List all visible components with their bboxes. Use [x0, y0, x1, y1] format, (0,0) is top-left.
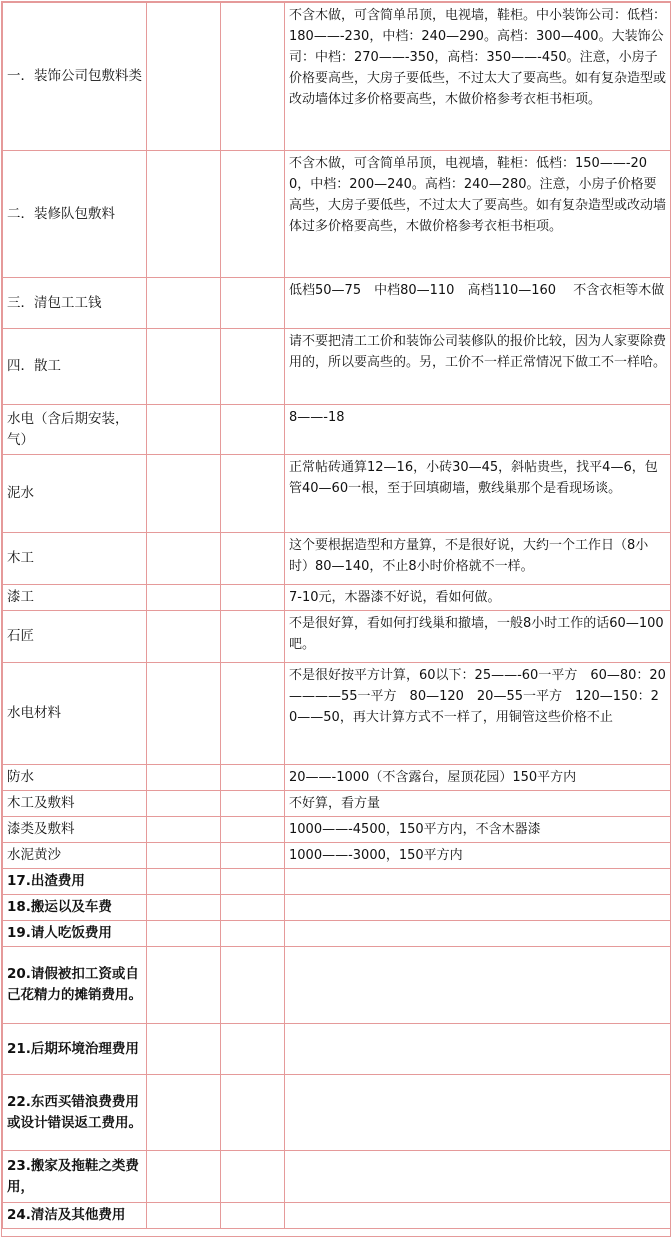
blank-cell: [147, 1024, 221, 1075]
blank-cell: [147, 895, 221, 921]
blank-cell: [221, 1024, 285, 1075]
blank-cell: [221, 1203, 285, 1229]
row-label: 水电材料: [3, 663, 147, 765]
blank-cell: [147, 1151, 221, 1203]
row-description: 1000——-3000，150平方内: [285, 843, 671, 869]
table-row: [3, 611, 671, 663]
table-row: [3, 921, 671, 947]
table-row: [3, 817, 671, 843]
row-description: 20——-1000（不含露台，屋顶花园）150平方内: [285, 765, 671, 791]
row-description: [285, 947, 671, 1024]
row-description: 8——-18: [285, 405, 671, 455]
row-label: 22.东西买错浪费费用或设计错误返工费用。: [3, 1075, 147, 1151]
row-label: 四．散工: [3, 329, 147, 405]
row-label: 木工: [3, 533, 147, 585]
table-row: [3, 895, 671, 921]
blank-cell: [147, 1203, 221, 1229]
blank-cell: [221, 765, 285, 791]
blank-cell: [147, 947, 221, 1024]
table-row: [3, 663, 671, 765]
row-description: [285, 1151, 671, 1203]
row-label: 23.搬家及拖鞋之类费用，: [3, 1151, 147, 1203]
row-description: [285, 1203, 671, 1229]
row-label: 20.请假被扣工资或自己花精力的摊销费用。: [3, 947, 147, 1024]
blank-cell: [147, 791, 221, 817]
blank-cell: [221, 1075, 285, 1151]
row-description: 正常帖砖通算12—16，小砖30—45，斜帖贵些，找平4—6，包管40—60一根，至于回填砌墙，敷线巢那个是看现场谈。: [285, 455, 671, 533]
row-description: [285, 895, 671, 921]
blank-cell: [147, 533, 221, 585]
blank-cell: [147, 921, 221, 947]
row-label: 18.搬运以及车费: [3, 895, 147, 921]
blank-cell: [147, 869, 221, 895]
row-description: [285, 1075, 671, 1151]
blank-cell: [221, 151, 285, 278]
table-row: [3, 151, 671, 278]
blank-cell: [221, 533, 285, 585]
cost-table-sheet: [1, 1, 671, 1237]
table-row: [3, 329, 671, 405]
blank-cell: [221, 3, 285, 151]
blank-cell: [221, 947, 285, 1024]
blank-cell: [147, 585, 221, 611]
blank-cell: [221, 1151, 285, 1203]
row-label: 一．装饰公司包敷料类: [3, 3, 147, 151]
blank-cell: [147, 843, 221, 869]
table-row: [3, 405, 671, 455]
row-label: 水泥黄沙: [3, 843, 147, 869]
row-description: 不是很好按平方计算，60以下：25——-60一平方 60—80：20————55一平方 80—120 20—55一平方 120—150：20——50，再大计算方式不一样了，用铜管这些价格不止: [285, 663, 671, 765]
table-row: [3, 843, 671, 869]
row-label: 24.清洁及其他费用: [3, 1203, 147, 1229]
blank-cell: [221, 278, 285, 329]
blank-cell: [147, 1075, 221, 1151]
row-label: 防水: [3, 765, 147, 791]
blank-cell: [221, 611, 285, 663]
blank-cell: [147, 611, 221, 663]
row-label: 漆工: [3, 585, 147, 611]
table-row: [3, 455, 671, 533]
blank-cell: [147, 151, 221, 278]
renovation-cost-table: [2, 2, 671, 1229]
table-row: [3, 278, 671, 329]
row-label: 19.请人吃饭费用: [3, 921, 147, 947]
row-description: 不含木做，可含简单吊顶，电视墙，鞋柜：低档：150——-200，中档：200—240。高档：240—280。注意，小房子价格要高些，大房子要低些，不过太大了要高些。如有复杂造型或改动墙体过多价格要高些，木做价格参考衣柜书柜项。: [285, 151, 671, 278]
row-description: 不是很好算，看如何打线巢和撤墙，一般8小时工作的话60—100吧。: [285, 611, 671, 663]
table-row: [3, 791, 671, 817]
blank-cell: [147, 817, 221, 843]
blank-cell: [221, 895, 285, 921]
table-row: [3, 869, 671, 895]
row-label: 17.出渣费用: [3, 869, 147, 895]
blank-cell: [221, 869, 285, 895]
blank-cell: [221, 585, 285, 611]
row-label: 泥水: [3, 455, 147, 533]
blank-cell: [147, 765, 221, 791]
row-description: 7-10元，木器漆不好说，看如何做。: [285, 585, 671, 611]
row-description: [285, 869, 671, 895]
blank-cell: [221, 405, 285, 455]
row-description: 不好算，看方量: [285, 791, 671, 817]
row-description: [285, 1024, 671, 1075]
row-description: 请不要把清工工价和装饰公司装修队的报价比较，因为人家要除费用的，所以要高些的。另，工价不一样正常情况下做工不一样哈。: [285, 329, 671, 405]
row-label: 木工及敷料: [3, 791, 147, 817]
blank-cell: [221, 329, 285, 405]
row-description: [285, 921, 671, 947]
row-label: 21.后期环境治理费用: [3, 1024, 147, 1075]
table-row: [3, 765, 671, 791]
blank-cell: [147, 663, 221, 765]
blank-cell: [147, 3, 221, 151]
blank-cell: [147, 405, 221, 455]
row-label: 二．装修队包敷料: [3, 151, 147, 278]
table-row: [3, 1151, 671, 1203]
blank-cell: [221, 791, 285, 817]
row-description: 不含木做，可含简单吊顶，电视墙，鞋柜。中小装饰公司：低档：180——-230，中档：240—290。高档：300—400。大装饰公司：中档：270——-350，高档：350——-450。注意，小房子价格要高些，大房子要低些，不过太大了要高些。如有复杂造型或改动墙体过多价格要高些，木做价格参考衣柜书柜项。: [285, 3, 671, 151]
blank-cell: [147, 329, 221, 405]
table-row: [3, 1203, 671, 1229]
table-row: [3, 585, 671, 611]
row-description: 1000——-4500，150平方内，不含木器漆: [285, 817, 671, 843]
table-row: [3, 1024, 671, 1075]
table-row: [3, 3, 671, 151]
table-row: [3, 533, 671, 585]
row-label: 漆类及敷料: [3, 817, 147, 843]
row-label: 三．清包工工钱: [3, 278, 147, 329]
blank-cell: [221, 455, 285, 533]
blank-cell: [221, 663, 285, 765]
blank-cell: [147, 455, 221, 533]
row-description: 低档50—75 中档80—110 高档110—160 不含衣柜等木做: [285, 278, 671, 329]
blank-cell: [221, 817, 285, 843]
table-row: [3, 947, 671, 1024]
blank-cell: [147, 278, 221, 329]
row-label: 水电（含后期安装，气）: [3, 405, 147, 455]
row-label: 石匠: [3, 611, 147, 663]
row-description: 这个要根据造型和方量算，不是很好说，大约一个工作日（8小时）80—140，不止8小时价格就不一样。: [285, 533, 671, 585]
blank-cell: [221, 843, 285, 869]
table-row: [3, 1075, 671, 1151]
blank-cell: [221, 921, 285, 947]
